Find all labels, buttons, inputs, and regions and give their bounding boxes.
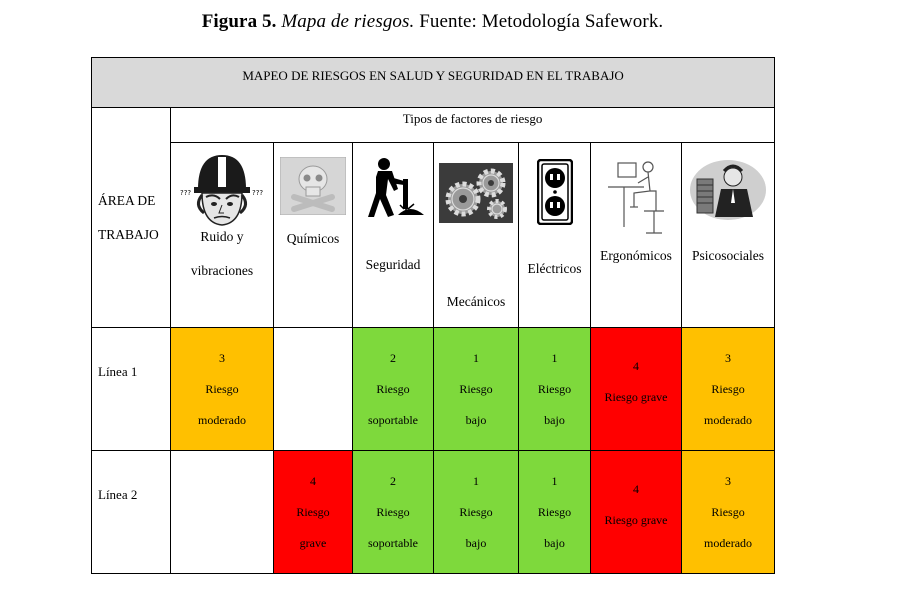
factor-label-psicosociales: Psicosociales [692, 248, 765, 263]
risk-level: 4 [633, 482, 639, 496]
figure-caption [0, 11, 865, 33]
risk-level: 2 [390, 473, 396, 488]
risk-cell [353, 451, 434, 574]
risk-cell [519, 451, 591, 574]
risk-cell [171, 328, 274, 451]
area-header-cell [92, 108, 171, 328]
factor-cell-quimicos [274, 143, 353, 328]
caption-source: Fuente: Metodología Safework. [419, 11, 664, 32]
svg-text:???: ??? [252, 189, 264, 197]
jackhammer-worker-icon [358, 155, 428, 223]
risk-map-table [91, 57, 775, 574]
factor-label-electricos: Eléctricos [527, 261, 582, 276]
table-row [92, 451, 775, 574]
risk-text-2: bajo [465, 412, 487, 427]
risk-cell [519, 328, 591, 451]
risk-level: 1 [551, 473, 558, 488]
risk-text-1: Riesgo [459, 381, 493, 396]
area-label-line1: ÁREA DE [98, 192, 156, 208]
risk-text-2: grave [299, 535, 327, 550]
factor-types-label: Tipos de factores de riesgo [402, 111, 543, 126]
row-label-text: Línea 2 [98, 487, 138, 502]
row-label-linea-2 [92, 451, 171, 574]
risk-text-1: Riesgo [296, 504, 330, 519]
risk-text-1: Riesgo grave [604, 390, 668, 404]
row-label-linea-1 [92, 328, 171, 451]
risk-text-2: soportable [368, 535, 418, 550]
skull-crossbones-icon [280, 157, 346, 215]
risk-level: 3 [219, 350, 225, 365]
area-label-line2: TRABAJO [98, 226, 159, 242]
table-title: MAPEO DE RIESGOS EN SALUD Y SEGURIDAD EN EL TRABAJO [242, 68, 624, 83]
risk-text-1: Riesgo [376, 381, 410, 396]
gears-icon [439, 163, 513, 223]
risk-level: 1 [473, 473, 479, 488]
risk-cell-empty [274, 328, 353, 451]
risk-level: 1 [551, 350, 558, 365]
risk-level: 4 [310, 473, 316, 488]
factor-label-ergonomicos: Ergonómicos [600, 248, 672, 263]
risk-cell [434, 451, 519, 574]
risk-cell [274, 451, 353, 574]
factor-label-ruido-line2: vibraciones [190, 263, 254, 278]
factor-cell-psicosociales [682, 143, 775, 328]
risk-text-2: moderado [704, 535, 753, 550]
risk-text-2: moderado [198, 412, 246, 427]
risk-cell [353, 328, 434, 451]
risk-text-1: Riesgo [205, 381, 239, 396]
factor-cell-ergonomicos [591, 143, 682, 328]
risk-text-1: Riesgo [537, 381, 572, 396]
factor-types-header [171, 108, 775, 143]
factor-label-ruido: Ruido y [200, 229, 244, 244]
risk-cell [591, 328, 682, 451]
factor-cell-electricos [519, 143, 591, 328]
factor-cell-seguridad [353, 143, 434, 328]
hardhat-worker-icon [176, 149, 268, 229]
risk-cell [682, 451, 775, 574]
risk-level: 2 [390, 350, 396, 365]
svg-text:???: ??? [180, 189, 192, 197]
risk-text-2: soportable [368, 412, 418, 427]
risk-level: 3 [725, 350, 732, 365]
table-header [92, 58, 775, 108]
risk-cell [591, 451, 682, 574]
row-label-text: Línea 1 [98, 364, 138, 379]
risk-level: 1 [473, 350, 479, 365]
risk-text-2: bajo [465, 535, 487, 550]
factor-cell-mecanicos [434, 143, 519, 328]
seated-worker-icon [604, 157, 668, 241]
factor-label-quimicos: Químicos [286, 231, 340, 246]
risk-text-1: Riesgo [376, 504, 410, 519]
risk-text-1: Riesgo [711, 504, 745, 519]
risk-level: 3 [725, 473, 732, 488]
risk-text-1: Riesgo [711, 381, 745, 396]
risk-cell-empty [171, 451, 274, 574]
factor-cell-ruido [171, 143, 274, 328]
risk-text-1: Riesgo [459, 504, 493, 519]
caption-label: Figura 5. [201, 11, 277, 32]
risk-text-1: Riesgo grave [604, 513, 668, 527]
table-row [92, 328, 775, 451]
risk-level: 4 [633, 359, 639, 373]
electrical-outlet-icon [537, 159, 573, 225]
risk-cell [682, 328, 775, 451]
stressed-worker-icon [689, 159, 767, 221]
risk-text-2: bajo [544, 412, 565, 427]
factor-label-mecanicos: Mecánicos [446, 294, 506, 309]
risk-cell [434, 328, 519, 451]
risk-text-2: moderado [704, 412, 753, 427]
risk-text-1: Riesgo [537, 504, 572, 519]
caption-title: Mapa de riesgos. [281, 11, 415, 32]
factor-label-seguridad: Seguridad [365, 257, 421, 272]
risk-text-2: bajo [544, 535, 565, 550]
